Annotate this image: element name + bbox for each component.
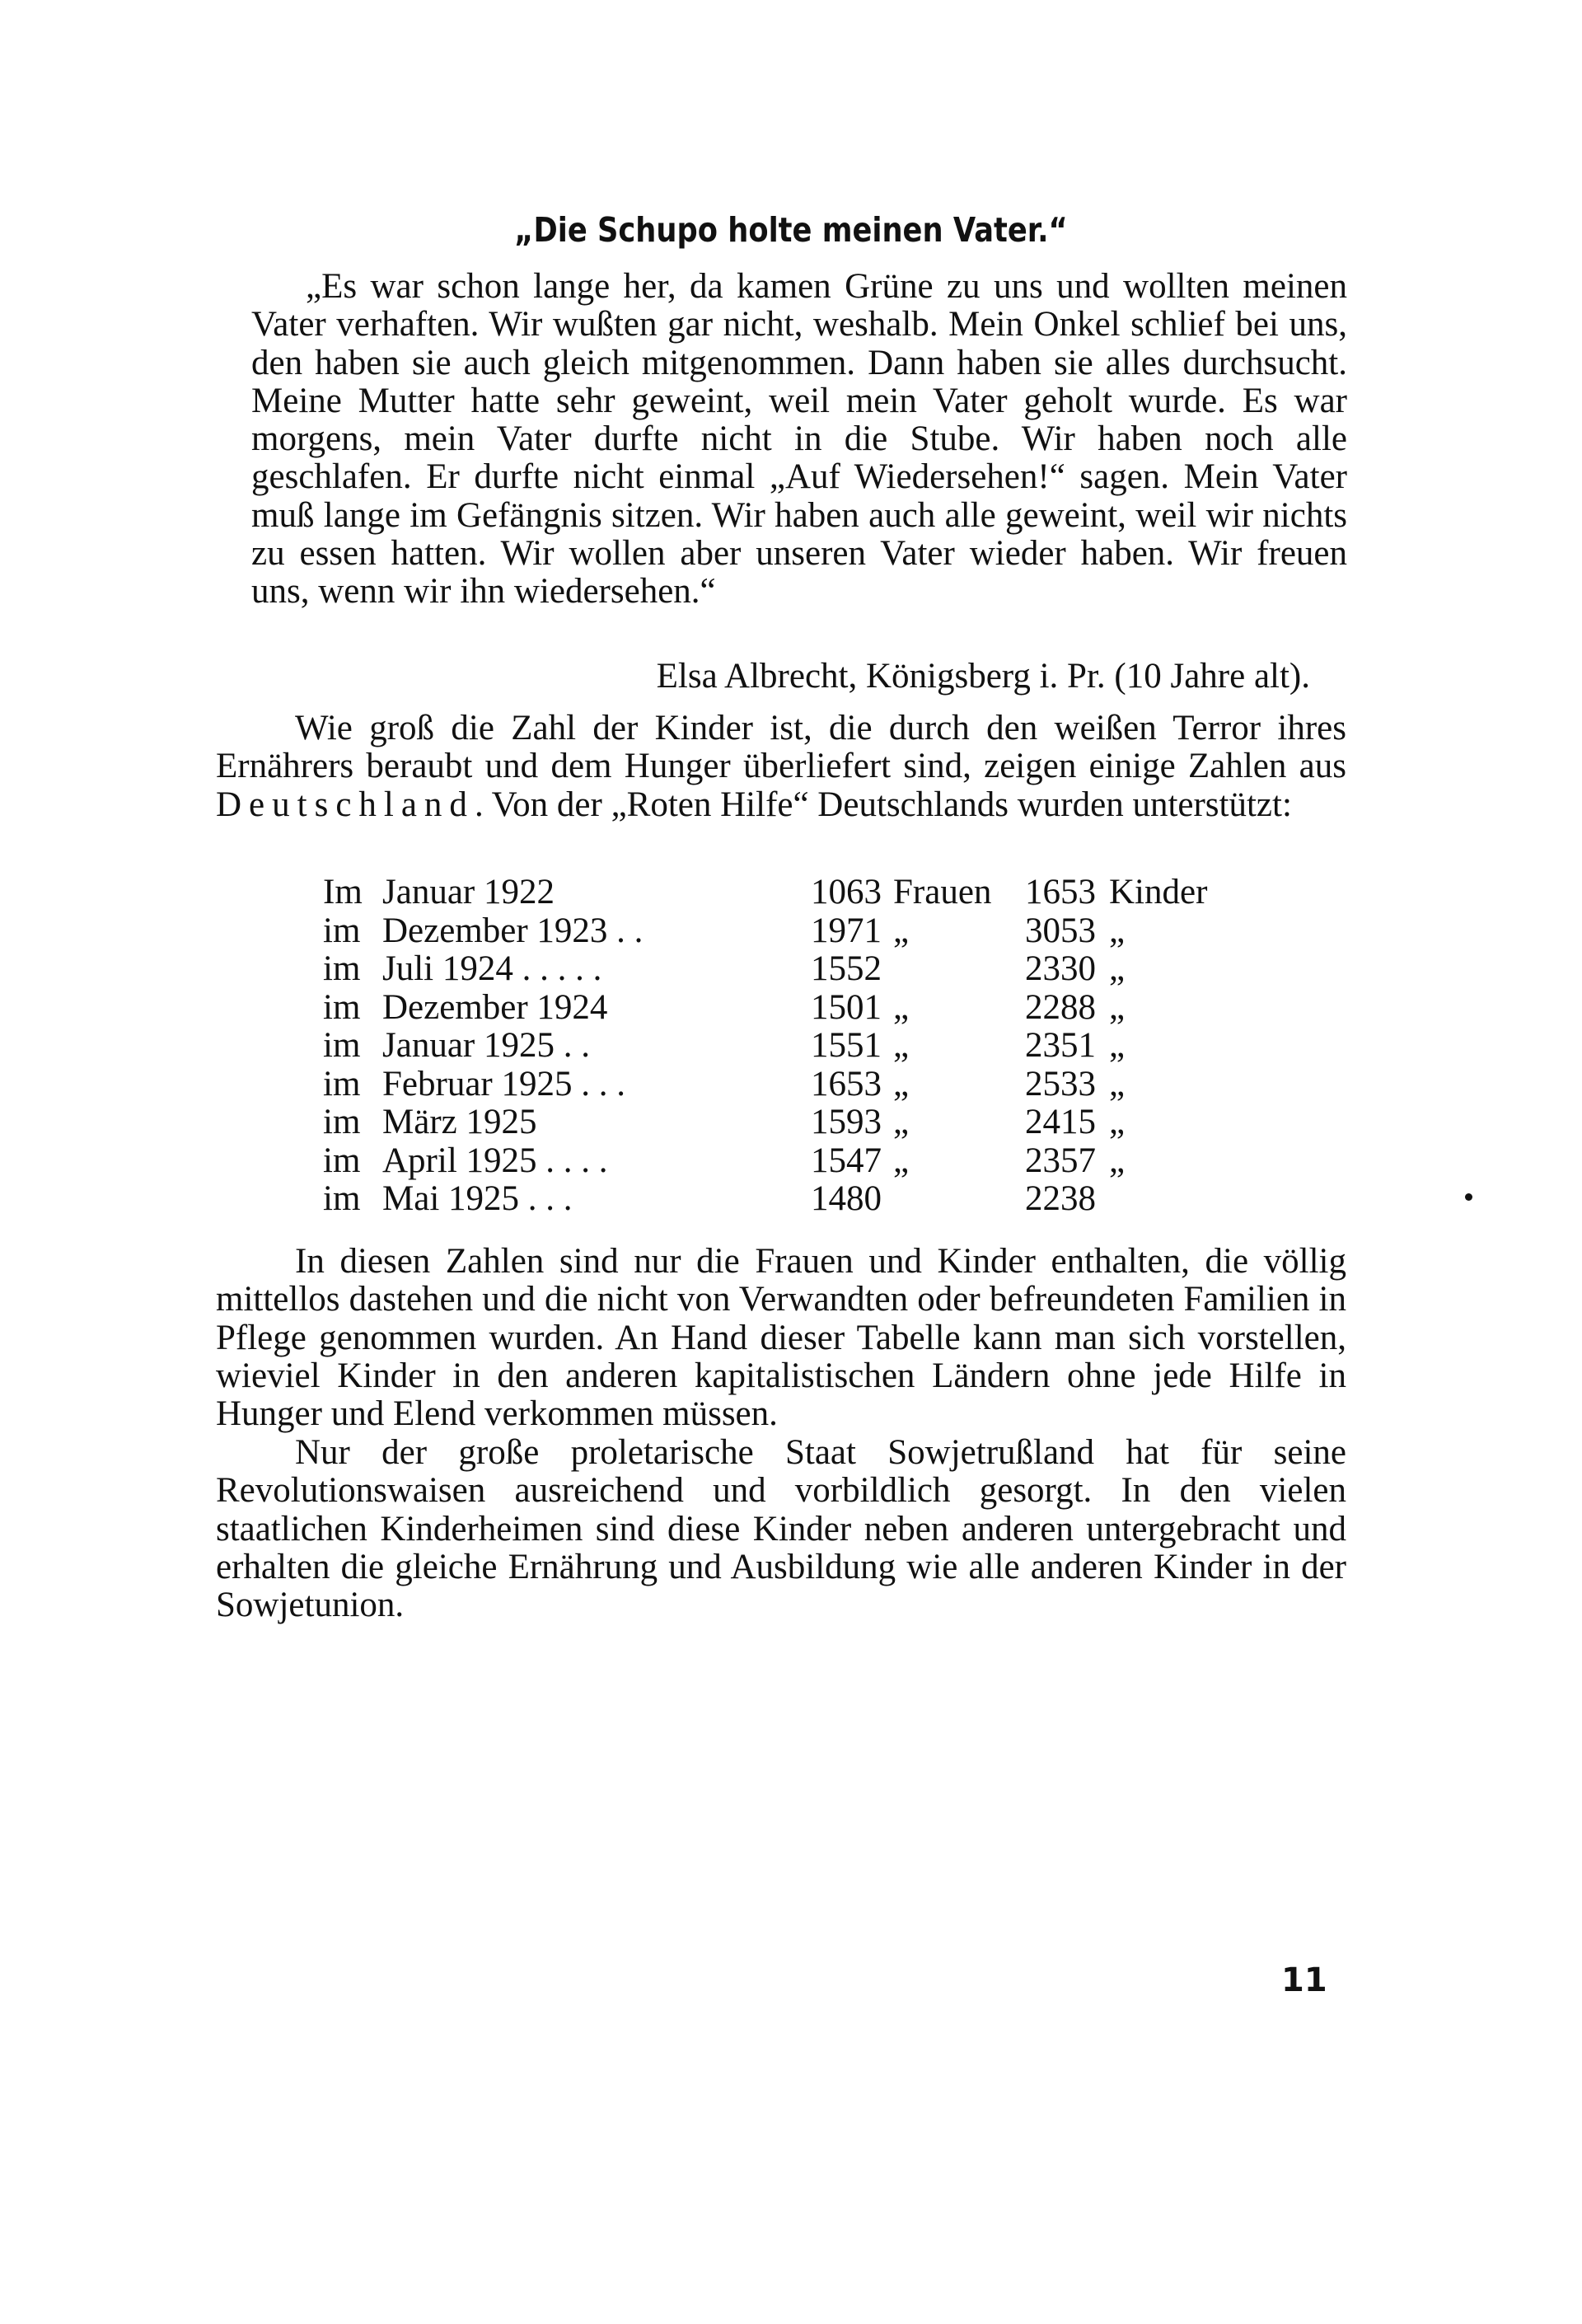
table-row [323, 1180, 1246, 1219]
table-cell-frauen-label: „ [893, 1026, 910, 1065]
table-cell-date: Dezember 1923 . . [382, 911, 644, 950]
table-cell-frauen: 1480 [811, 1179, 882, 1218]
table-cell-frauen: 1593 [811, 1103, 882, 1141]
table-cell-frauen-label: „ [893, 1103, 910, 1141]
table-cell-kinder: 2238 [1025, 1179, 1096, 1218]
table-cell-frauen-label: „ [893, 1064, 910, 1103]
table-cell-frauen-label [882, 950, 1025, 989]
table-cell-prefix: im [323, 1064, 361, 1103]
table-cell-frauen-label: Frauen [893, 873, 992, 911]
table-row [323, 874, 1246, 912]
table-cell-kinder: 2330 [1025, 949, 1096, 988]
table-cell-prefix: im [323, 1026, 361, 1065]
page-number: 11 [1281, 1961, 1327, 1999]
table-cell-prefix: im [323, 987, 361, 1027]
table-row [323, 989, 1246, 1028]
table-cell-frauen: 1551 [811, 1026, 882, 1065]
table-cell-frauen-label: „ [893, 987, 910, 1027]
table-cell-kinder-label: „ [1109, 1064, 1126, 1103]
table-cell-date: Dezember 1924 [382, 987, 608, 1027]
table-cell-frauen: 1552 [811, 949, 882, 988]
table-cell-date: April 1925 . . . . [382, 1141, 608, 1180]
table-row [323, 1142, 1246, 1181]
table-cell-frauen: 1547 [811, 1141, 882, 1180]
table-cell-frauen: 1653 [811, 1064, 882, 1103]
table-cell-frauen-label: „ [893, 911, 910, 950]
table-cell-kinder: 2288 [1025, 987, 1096, 1027]
table-cell-kinder-label: „ [1109, 1141, 1126, 1180]
table-cell-kinder-label [1096, 1180, 1246, 1219]
table-cell-frauen: 1971 [811, 911, 882, 950]
table-cell-frauen: 1501 [811, 987, 882, 1027]
table-cell-kinder: 2533 [1025, 1064, 1096, 1103]
letter-paragraph: „Es war schon lange her, da kamen Grüne zu uns und wollten meinen Vater verhaften. Wir wußten gar nicht, weshalb. Mein Onkel schlief bei uns, den haben sie auch gleich mitgenommen. Dann haben sie alles durchsucht. Meine Mutter hatte sehr geweint, weil mein Vater geholt wurde. Es war morgens, mein Vater durfte nicht in die Stube. Wir haben noch alle geschlafen. Er durfte nicht einmal „Auf Wiedersehen!“ sagen. Mein Vater muß lange im Gefängnis sitzen. Wir haben auch alle geweint, weil wir nichts zu essen hatten. Wir wollen aber unseren Vater wieder haben. Wir freuen uns, wenn wir ihn wiedersehen.“ [251, 267, 1347, 611]
table-cell-kinder: 2351 [1025, 1026, 1096, 1065]
table-cell-date: Januar 1925 . . [382, 1026, 590, 1065]
table-cell-prefix: im [323, 949, 361, 988]
support-statistics-table [323, 874, 1246, 1219]
table-cell-kinder: 1653 [1025, 873, 1096, 911]
table-cell-date: Juli 1924 . . . . . [382, 949, 602, 988]
closing-paragraph-2: Nur der große proletarische Staat Sowjetrußland hat für seine Revolutionswaisen ausreichend und vorbildlich gesorgt. In den vielen staatlichen Kinderheimen sind diese Kinder neben anderen untergebracht und erhalten die gleiche Ernährung und Ausbildung wie alle anderen Kinder in der Sowjetunion. [216, 1433, 1346, 1625]
table-row [323, 912, 1246, 951]
table-cell-date: März 1925 [382, 1103, 537, 1141]
table-cell-date: Januar 1922 [382, 873, 555, 911]
table-cell-prefix: im [323, 1103, 361, 1141]
table-cell-kinder: 2415 [1025, 1103, 1096, 1141]
table-cell-kinder: 3053 [1025, 911, 1096, 950]
intro-text-before: Wie groß die Zahl der Kinder ist, die durch den weißen Terror ihres Ernährers beraubt und dem Hunger überliefert sind, zeigen einige Zahlen aus [216, 709, 1346, 786]
table-cell-kinder-label: „ [1109, 911, 1126, 950]
intro-paragraph [216, 710, 1346, 824]
table-cell-kinder-label: „ [1109, 987, 1126, 1027]
table-cell-frauen-label [882, 1180, 1025, 1219]
table-cell-frauen-label: „ [893, 1141, 910, 1180]
letter-signature: Elsa Albrecht, Königsberg i. Pr. (10 Jahre alt). [656, 657, 1310, 696]
table-cell-date: Februar 1925 . . . [382, 1064, 625, 1103]
table-row [323, 1066, 1246, 1104]
table-cell-kinder-label: „ [1109, 1026, 1126, 1065]
intro-text-after: . Von der „Roten Hilfe“ Deutschlands wurden unterstützt: [474, 785, 1292, 824]
table-cell-kinder: 2357 [1025, 1141, 1096, 1180]
section-heading: „Die Schupo holte meinen Vater.“ [514, 210, 1068, 250]
table-row [323, 950, 1246, 989]
table-cell-kinder-label: „ [1109, 949, 1126, 988]
table-cell-prefix: Im [323, 873, 363, 911]
table-cell-frauen: 1063 [811, 873, 882, 911]
table-cell-kinder-label: „ [1109, 1103, 1126, 1141]
print-speck [1465, 1193, 1472, 1201]
table-cell-prefix: im [323, 911, 361, 950]
closing-paragraph-1: In diesen Zahlen sind nur die Frauen und Kinder enthalten, die völlig mittellos dastehen und die nicht von Verwandten oder befreundeten Familien in Pflege genommen wurden. An Hand dieser Tabelle kann man sich vorstellen, wieviel Kinder in den anderen kapitalistischen Ländern ohne jede Hilfe in Hunger und Elend verkommen müssen. [216, 1242, 1346, 1434]
table-cell-prefix: im [323, 1141, 361, 1180]
table-cell-prefix: im [323, 1179, 361, 1218]
table-row [323, 1027, 1246, 1066]
table-row [323, 1103, 1246, 1142]
table-cell-date: Mai 1925 . . . [382, 1179, 573, 1218]
table-cell-kinder-label: Kinder [1109, 873, 1208, 911]
intro-spaced-word: Deutschland [216, 785, 475, 824]
